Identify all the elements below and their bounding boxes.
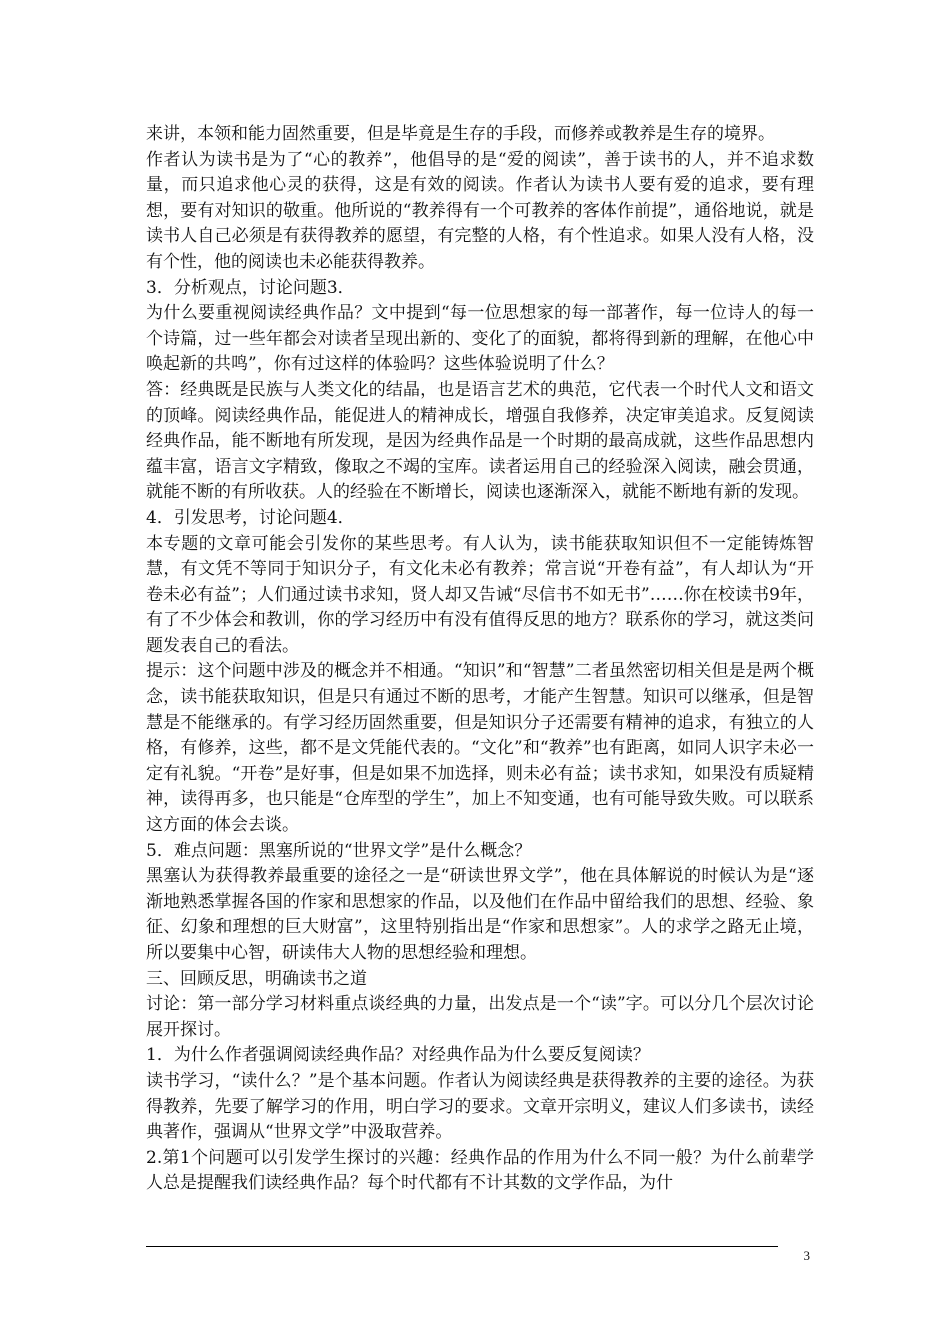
section-heading: 5．难点问题：黑塞所说的“世界文学”是什么概念？ [146, 840, 532, 861]
discussion-paragraph: 讨论：第一部分学习材料重点谈经典的力量，出发点是一个“读”字。可以分几个层次讨论展开探讨。 [146, 994, 814, 1040]
section-heading: 4．引发思考，讨论问题4． [146, 507, 355, 528]
paragraph: 黑塞认为获得教养最重要的途径之一是“研读世界文学”，他在具体解说的时候认为是“逐渐地熟悉掌握各国的作家和思想家的作品，以及他们在作品中留给我们的思想、经验、象征、幻象和理想的巨大财富”，这里特别指出是“作家和思想家”。人的求学之路无止境，所以要集中心智，研读伟大人物的思想经验和理想。 [146, 866, 814, 963]
paragraph: 作者认为读书是为了“心的教养”，他倡导的是“爱的阅读”，善于读书的人，并不追求数量，而只追求他心灵的获得，这是有效的阅读。作者认为读书人要有爱的追求，要有理想，要有对知识的敬重。他所说的“教养得有一个可教养的客体作前提”，通俗地说，就是读书人自己必须是有获得教养的愿望，有完整的人格，有个性追求。如果人没有人格，没有个性，他的阅读也未必能获得教养。 [146, 149, 814, 272]
paragraph: 2.第1个问题可以引发学生探讨的兴趣：经典作品的作用为什么不同一般？为什么前辈学人总是提醒我们读经典作品？每个时代都有不计其数的文学作品，为什 [146, 1147, 814, 1194]
document-body [146, 122, 814, 1197]
hint-paragraph: 提示：这个问题中涉及的概念并不相通。“知识”和“智慧”二者虽然密切相关但是是两个概念，读书能获取知识，但是只有通过不断的思考，才能产生智慧。知识可以继承，但是智慧是不能继承的。有学习经历固然重要，但是知识分子还需要有精神的追求，有独立的人格，有修养，这些，都不是文凭能代表的。“文化”和“教养”也有距离，如同人识字未必一定有礼貌。“开卷”是好事，但是如果不加选择，则未必有益；读书求知，如果没有质疑精神，读得再多，也只能是“仓库型的学生”，加上不知变通，也有可能导致失败。可以联系这方面的体会去谈。 [146, 661, 814, 836]
paragraph: 读书学习，“读什么？”是个基本问题。作者认为阅读经典是获得教养的主要的途径。为获得教养，先要了解学习的作用，明白学习的要求。文章开宗明义，建议人们多读书，读经典著作，强调从“世界文学”中汲取营养。 [146, 1070, 814, 1143]
section-heading: 3．分析观点，讨论问题3． [146, 277, 355, 298]
answer-paragraph: 答：经典既是民族与人类文化的结晶，也是语言艺术的典范，它代表一个时代人文和语文的顶峰。阅读经典作品，能促进人的精神成长，增强自我修养，决定审美追求。反复阅读经典作品，能不断地有所发现，是因为经典作品是一个时期的最高成就，这些作品思想内蕴丰富，语言文字精致，像取之不竭的宝库。读者运用自己的经验深入阅读，融会贯通，就能不断的有所收获。人的经验在不断增长，阅读也逐渐深入，就能不断地有新的发现。 [146, 379, 814, 503]
section-heading: 三、回顾反思，明确读书之道 [146, 968, 367, 989]
footer-divider [146, 1246, 778, 1247]
page-number: 3 [803, 1248, 810, 1263]
question-paragraph: 为什么要重视阅读经典作品？文中提到“每一位思想家的每一部著作，每一位诗人的每一个诗篇，过一些年都会对读者呈现出新的、变化了的面貌，都将得到新的理解，在他心中唤起新的共鸣”，你有过这样的体验吗？这些体验说明了什么？ [146, 303, 814, 375]
question-paragraph: 本专题的文章可能会引发你的某些思考。有人认为，读书能获取知识但不一定能铸炼智慧，有文凭不等同于知识分子，有文化未必有教养；常言说“开卷有益”，有人却认为“开卷未必有益”；人们通过读书求知，贤人却又告诫“尽信书不如无书”……你在校读书9年，有了不少体会和教训，你的学习经历中有没有值得反思的地方？联系你的学习，就这类问题发表自己的看法。 [146, 533, 814, 656]
paragraph: 来讲，本领和能力固然重要，但是毕竟是生存的手段，而修养或教养是生存的境界。 [146, 124, 775, 144]
section-heading: 1．为什么作者强调阅读经典作品？对经典作品为什么要反复阅读？ [146, 1045, 650, 1066]
